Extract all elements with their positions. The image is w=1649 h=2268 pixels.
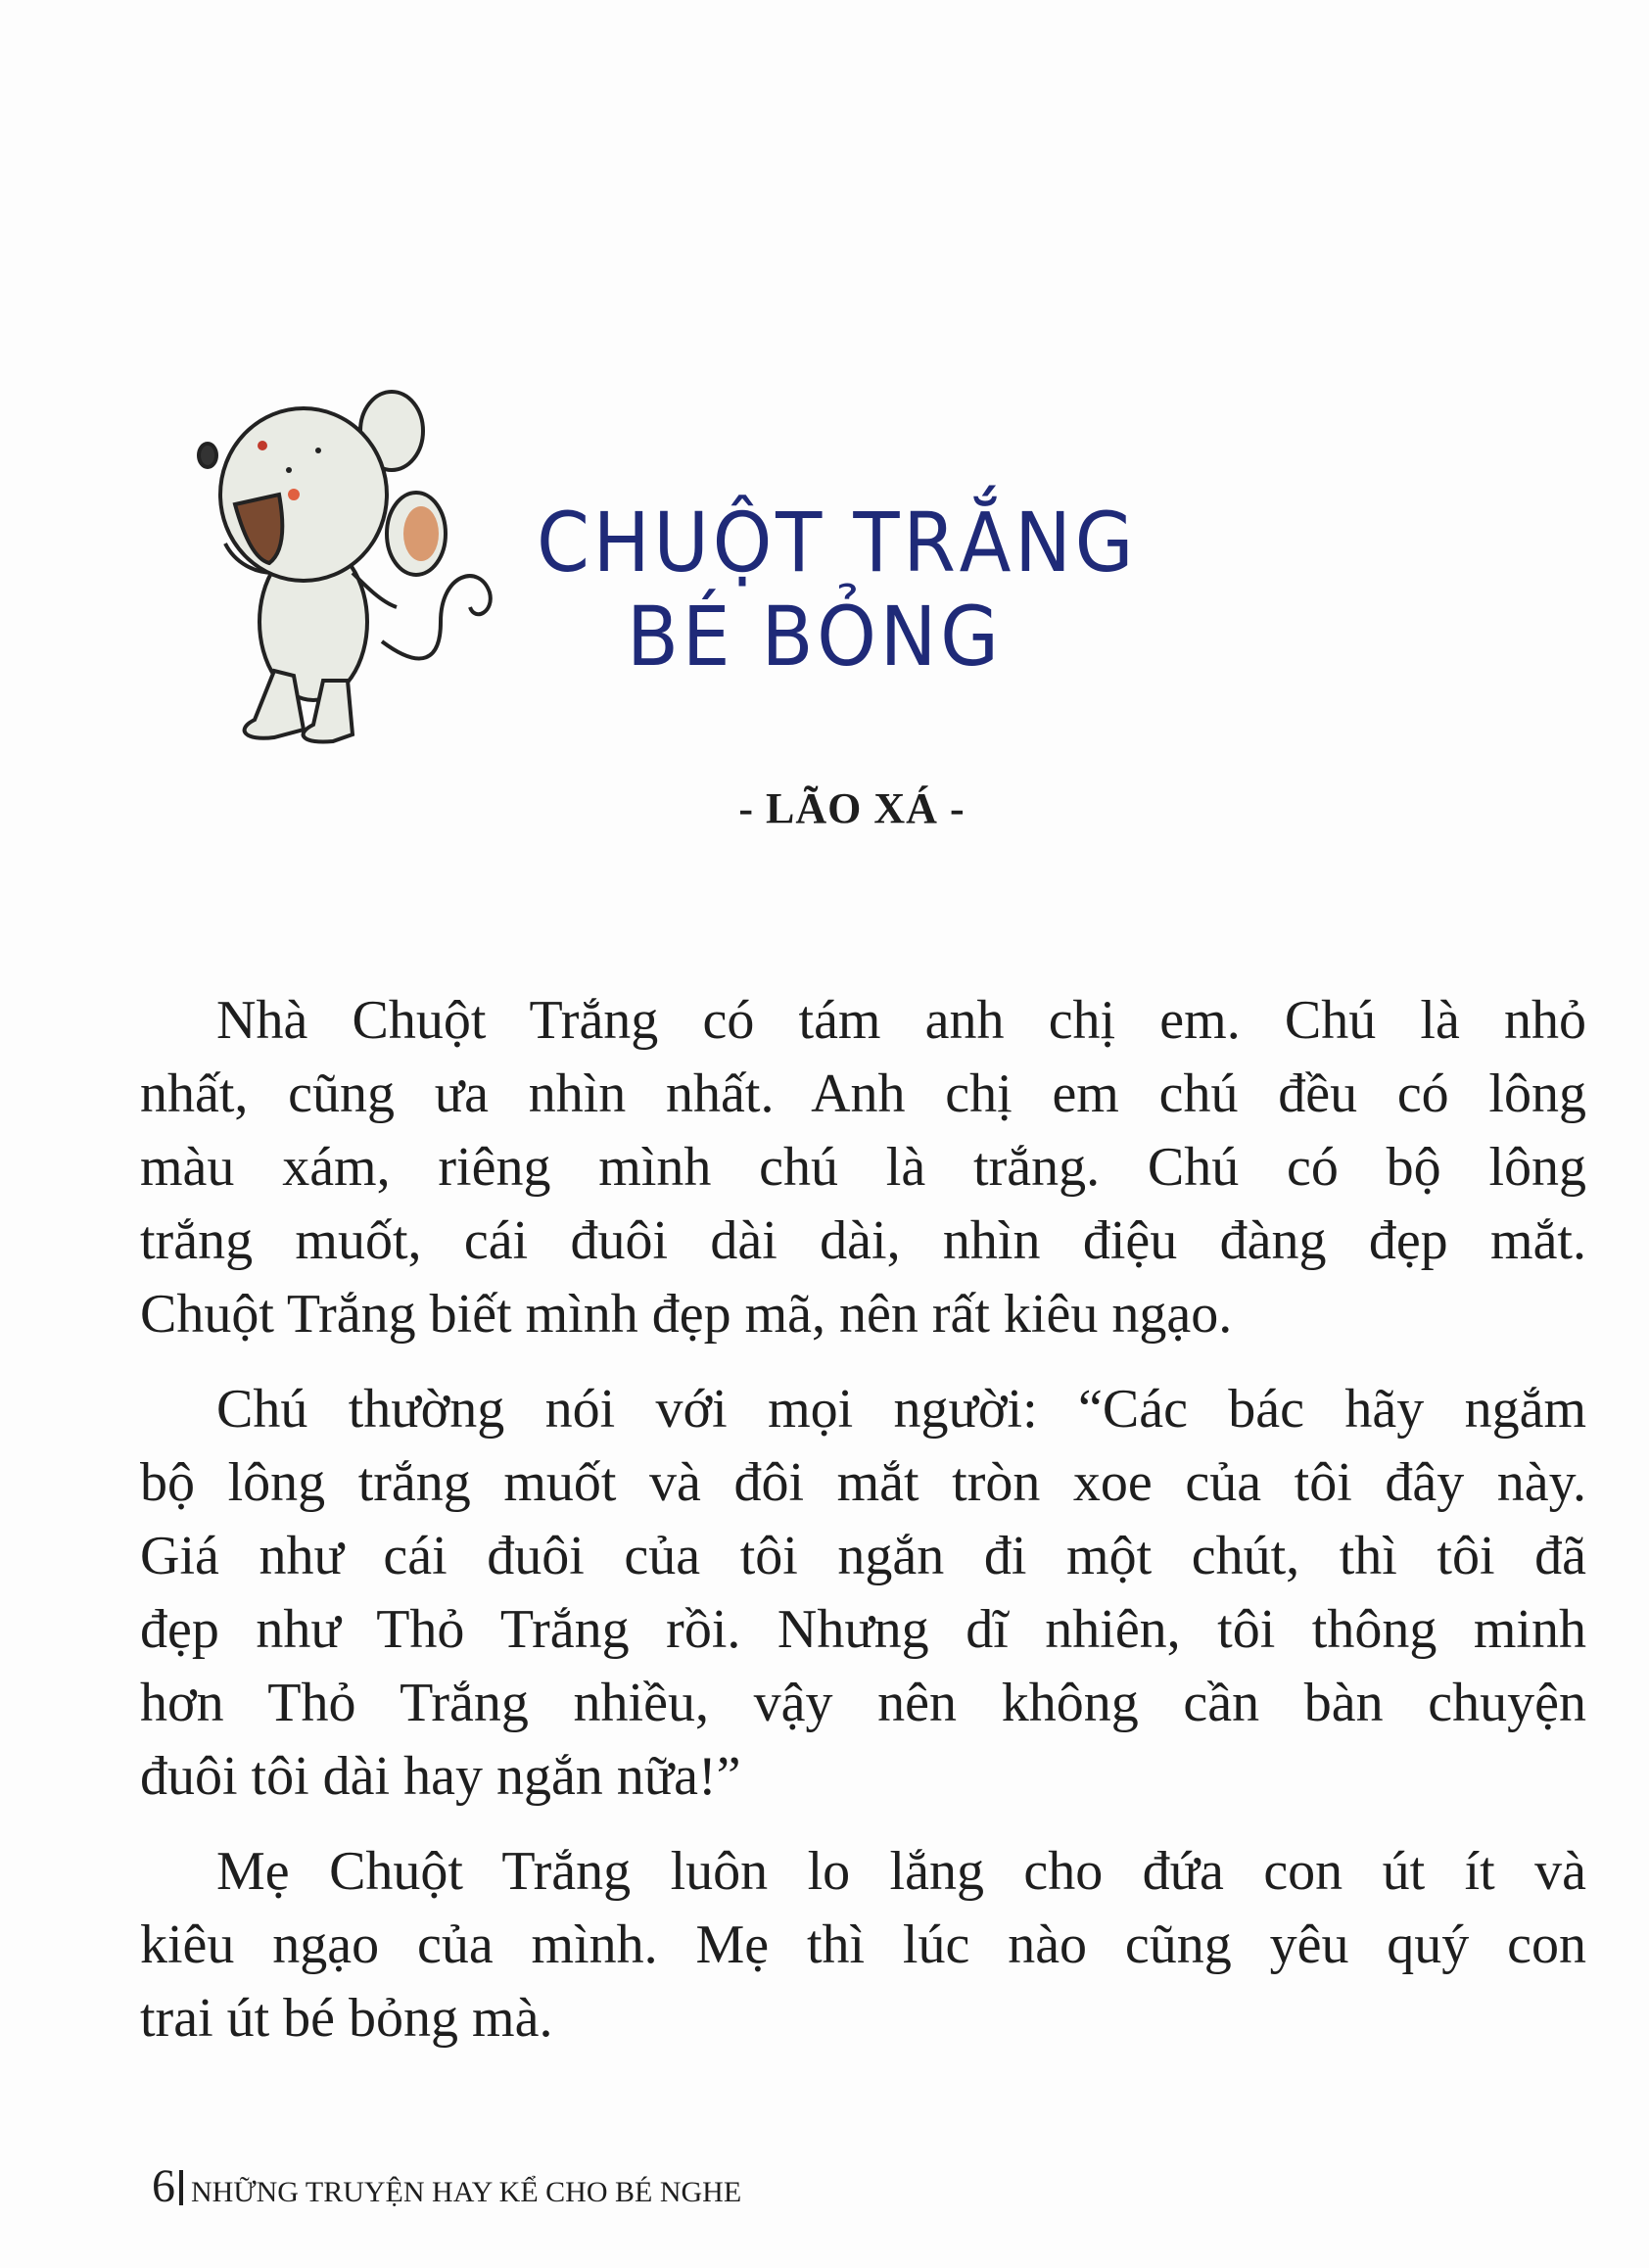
text-line: nhất, cũng ưa nhìn nhất. Anh chị em chú đều có lông xyxy=(140,1063,1586,1124)
author-name: - LÃO XÁ - xyxy=(738,784,966,832)
text-line: trắng muốt, cái đuôi dài dài, nhìn điệu đàng đẹp mắt. xyxy=(140,1210,1586,1271)
story-body xyxy=(140,984,1586,2077)
text-line: đẹp như Thỏ Trắng rồi. Nhưng dĩ nhiên, tôi thông minh xyxy=(140,1599,1586,1660)
page-number: 6 xyxy=(152,2160,175,2212)
text-line: đuôi tôi dài hay ngắn nữa!” xyxy=(140,1746,741,1807)
story-title-line-2: BÉ BỎNG xyxy=(627,589,1003,685)
paragraph xyxy=(140,1835,1586,2055)
text-line: kiêu ngạo của mình. Mẹ thì lúc nào cũng yêu quý con xyxy=(140,1914,1586,1975)
text-line: Nhà Chuột Trắng có tám anh chị em. Chú là nhỏ xyxy=(216,990,1586,1051)
book-title: NHỮNG TRUYỆN HAY KỂ CHO BÉ NGHE xyxy=(191,2176,742,2208)
text-line: Giá như cái đuôi của tôi ngắn đi một chút, thì tôi đã xyxy=(140,1526,1586,1586)
text-line: Chuột Trắng biết mình đẹp mã, nên rất kiêu ngạo. xyxy=(140,1284,1233,1345)
text-line: Mẹ Chuột Trắng luôn lo lắng cho đứa con út ít và xyxy=(216,1841,1586,1902)
story-title-line-1: CHUỘT TRẮNG xyxy=(537,495,1138,591)
mouse-illustration xyxy=(196,377,509,744)
divider xyxy=(179,2170,183,2205)
text-line: Chú thường nói với mọi người: “Các bác hãy ngắm xyxy=(216,1379,1586,1440)
text-line: màu xám, riêng mình chú là trắng. Chú có bộ lông xyxy=(140,1137,1586,1198)
page-footer xyxy=(152,2159,741,2213)
paragraph xyxy=(140,1373,1586,1814)
text-line: hơn Thỏ Trắng nhiều, vậy nên không cần bàn chuyện xyxy=(140,1673,1586,1733)
text-line: bộ lông trắng muốt và đôi mắt tròn xoe của tôi đây này. xyxy=(140,1452,1586,1513)
text-line: trai út bé bỏng mà. xyxy=(140,1988,553,2049)
paragraph xyxy=(140,984,1586,1351)
